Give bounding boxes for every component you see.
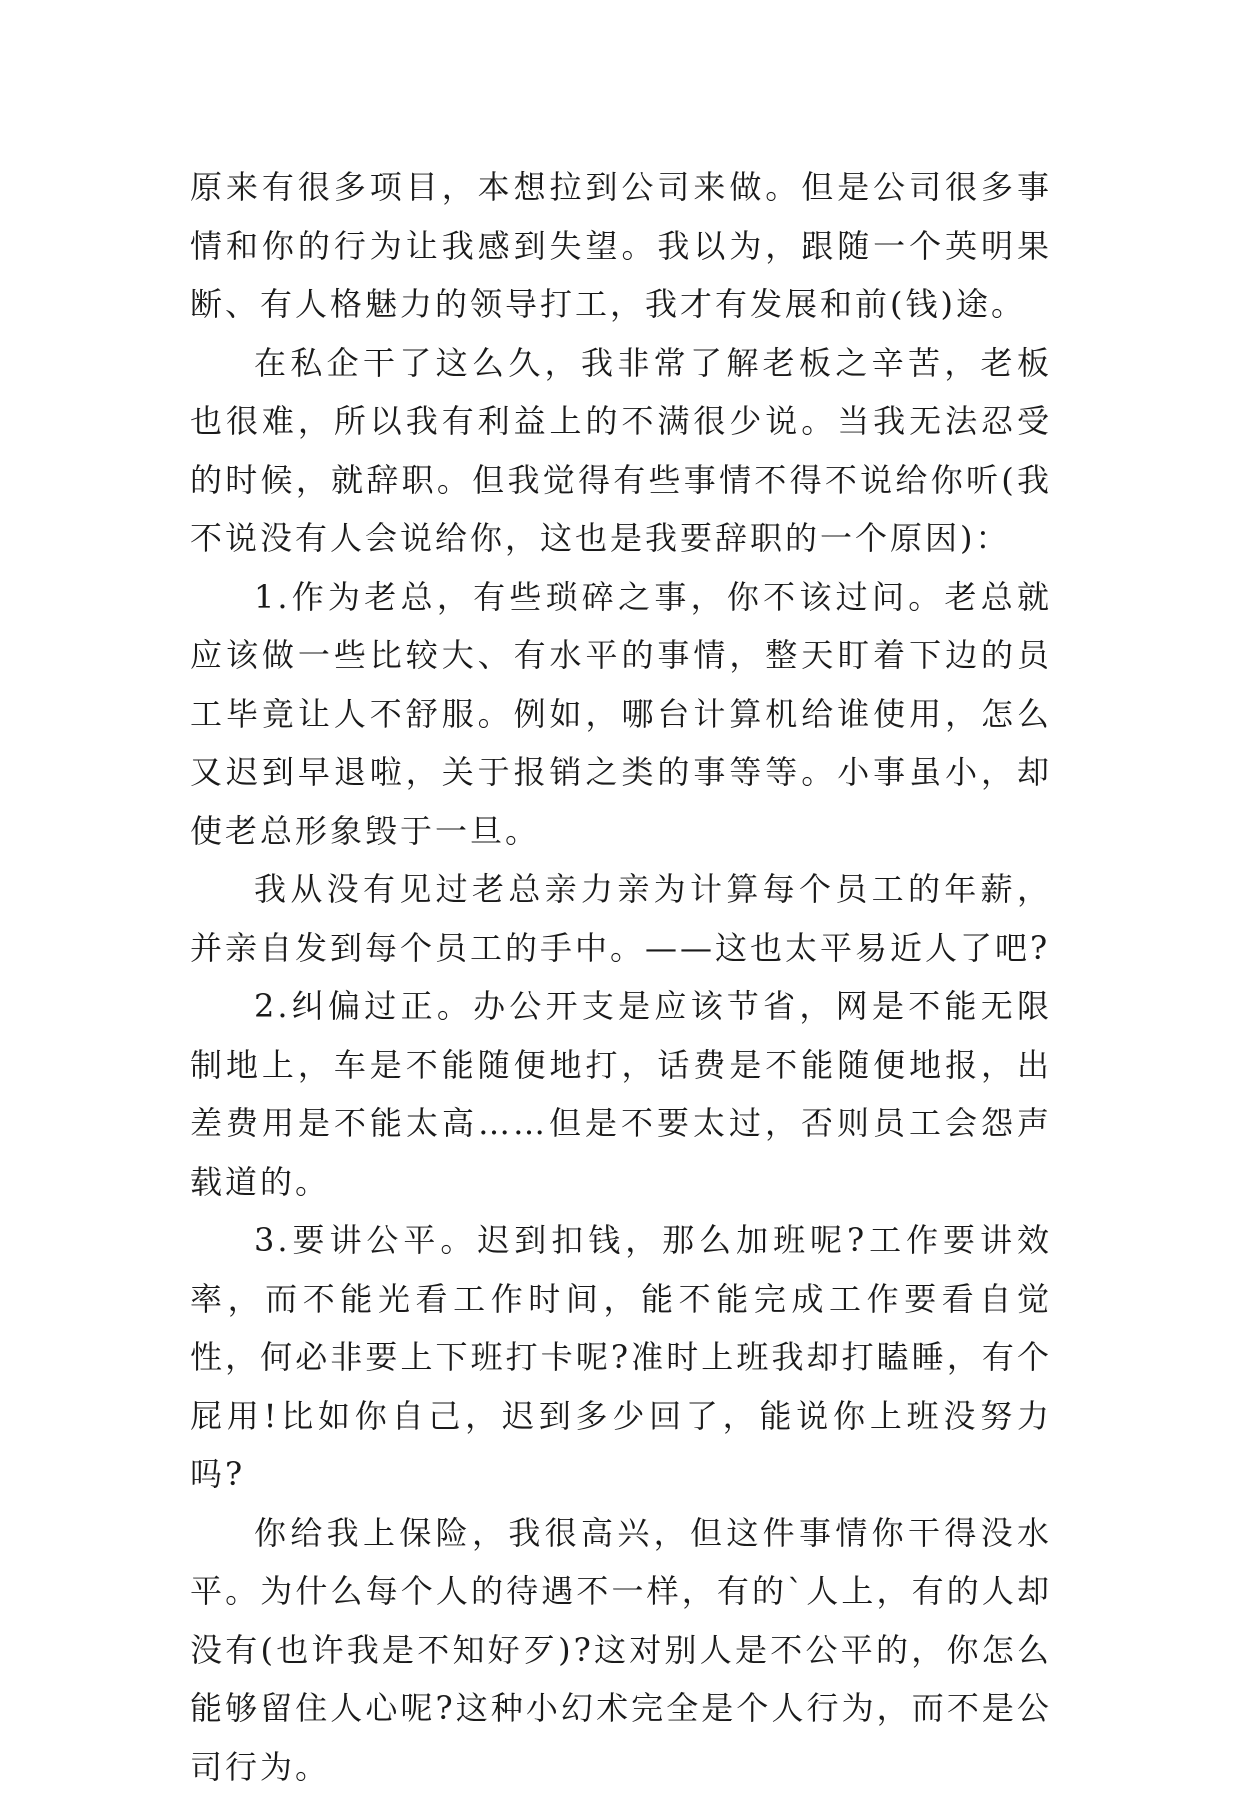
paragraph-3: 1.作为老总，有些琐碎之事，你不该过问。老总就应该做一些比较大、有水平的事情，整天盯着下边的员工毕竟让人不舒服。例如，哪台计算机给谁使用，怎么又迟到早退啦，关于报销之类的事等等。小事虽小，却使老总形象毁于一旦。 xyxy=(190,568,1052,861)
paragraph-5: 2.纠偏过正。办公开支是应该节省，网是不能无限制地上，车是不能随便地打，话费是不能随便地报，出差费用是不能太高……但是不要太过，否则员工会怨声载道的。 xyxy=(190,977,1052,1211)
paragraph-4: 我从没有见过老总亲力亲为计算每个员工的年薪，并亲自发到每个员工的手中。——这也太平易近人了吧? xyxy=(190,860,1052,977)
paragraph-2: 在私企干了这么久，我非常了解老板之辛苦，老板也很难，所以我有利益上的不满很少说。当我无法忍受的时候，就辞职。但我觉得有些事情不得不说给你听(我不说没有人会说给你，这也是我要辞职的一个原因)： xyxy=(190,334,1052,568)
paragraph-1: 原来有很多项目，本想拉到公司来做。但是公司很多事情和你的行为让我感到失望。我以为，跟随一个英明果断、有人格魅力的领导打工，我才有发展和前(钱)途。 xyxy=(190,158,1052,334)
paragraph-7: 你给我上保险，我很高兴，但这件事情你干得没水平。为什么每个人的待遇不一样，有的`人上，有的人却没有(也许我是不知好歹)?这对别人是不公平的，你怎么能够留住人心呢?这种小幻术完全是个人行为，而不是公司行为。 xyxy=(190,1504,1052,1796)
paragraph-6: 3.要讲公平。迟到扣钱，那么加班呢?工作要讲效率，而不能光看工作时间，能不能完成工作要看自觉性，何必非要上下班打卡呢?准时上班我却打瞌睡，有个屁用!比如你自己，迟到多少回了，能说你上班没努力吗? xyxy=(190,1211,1052,1504)
document-body xyxy=(190,158,1052,1796)
